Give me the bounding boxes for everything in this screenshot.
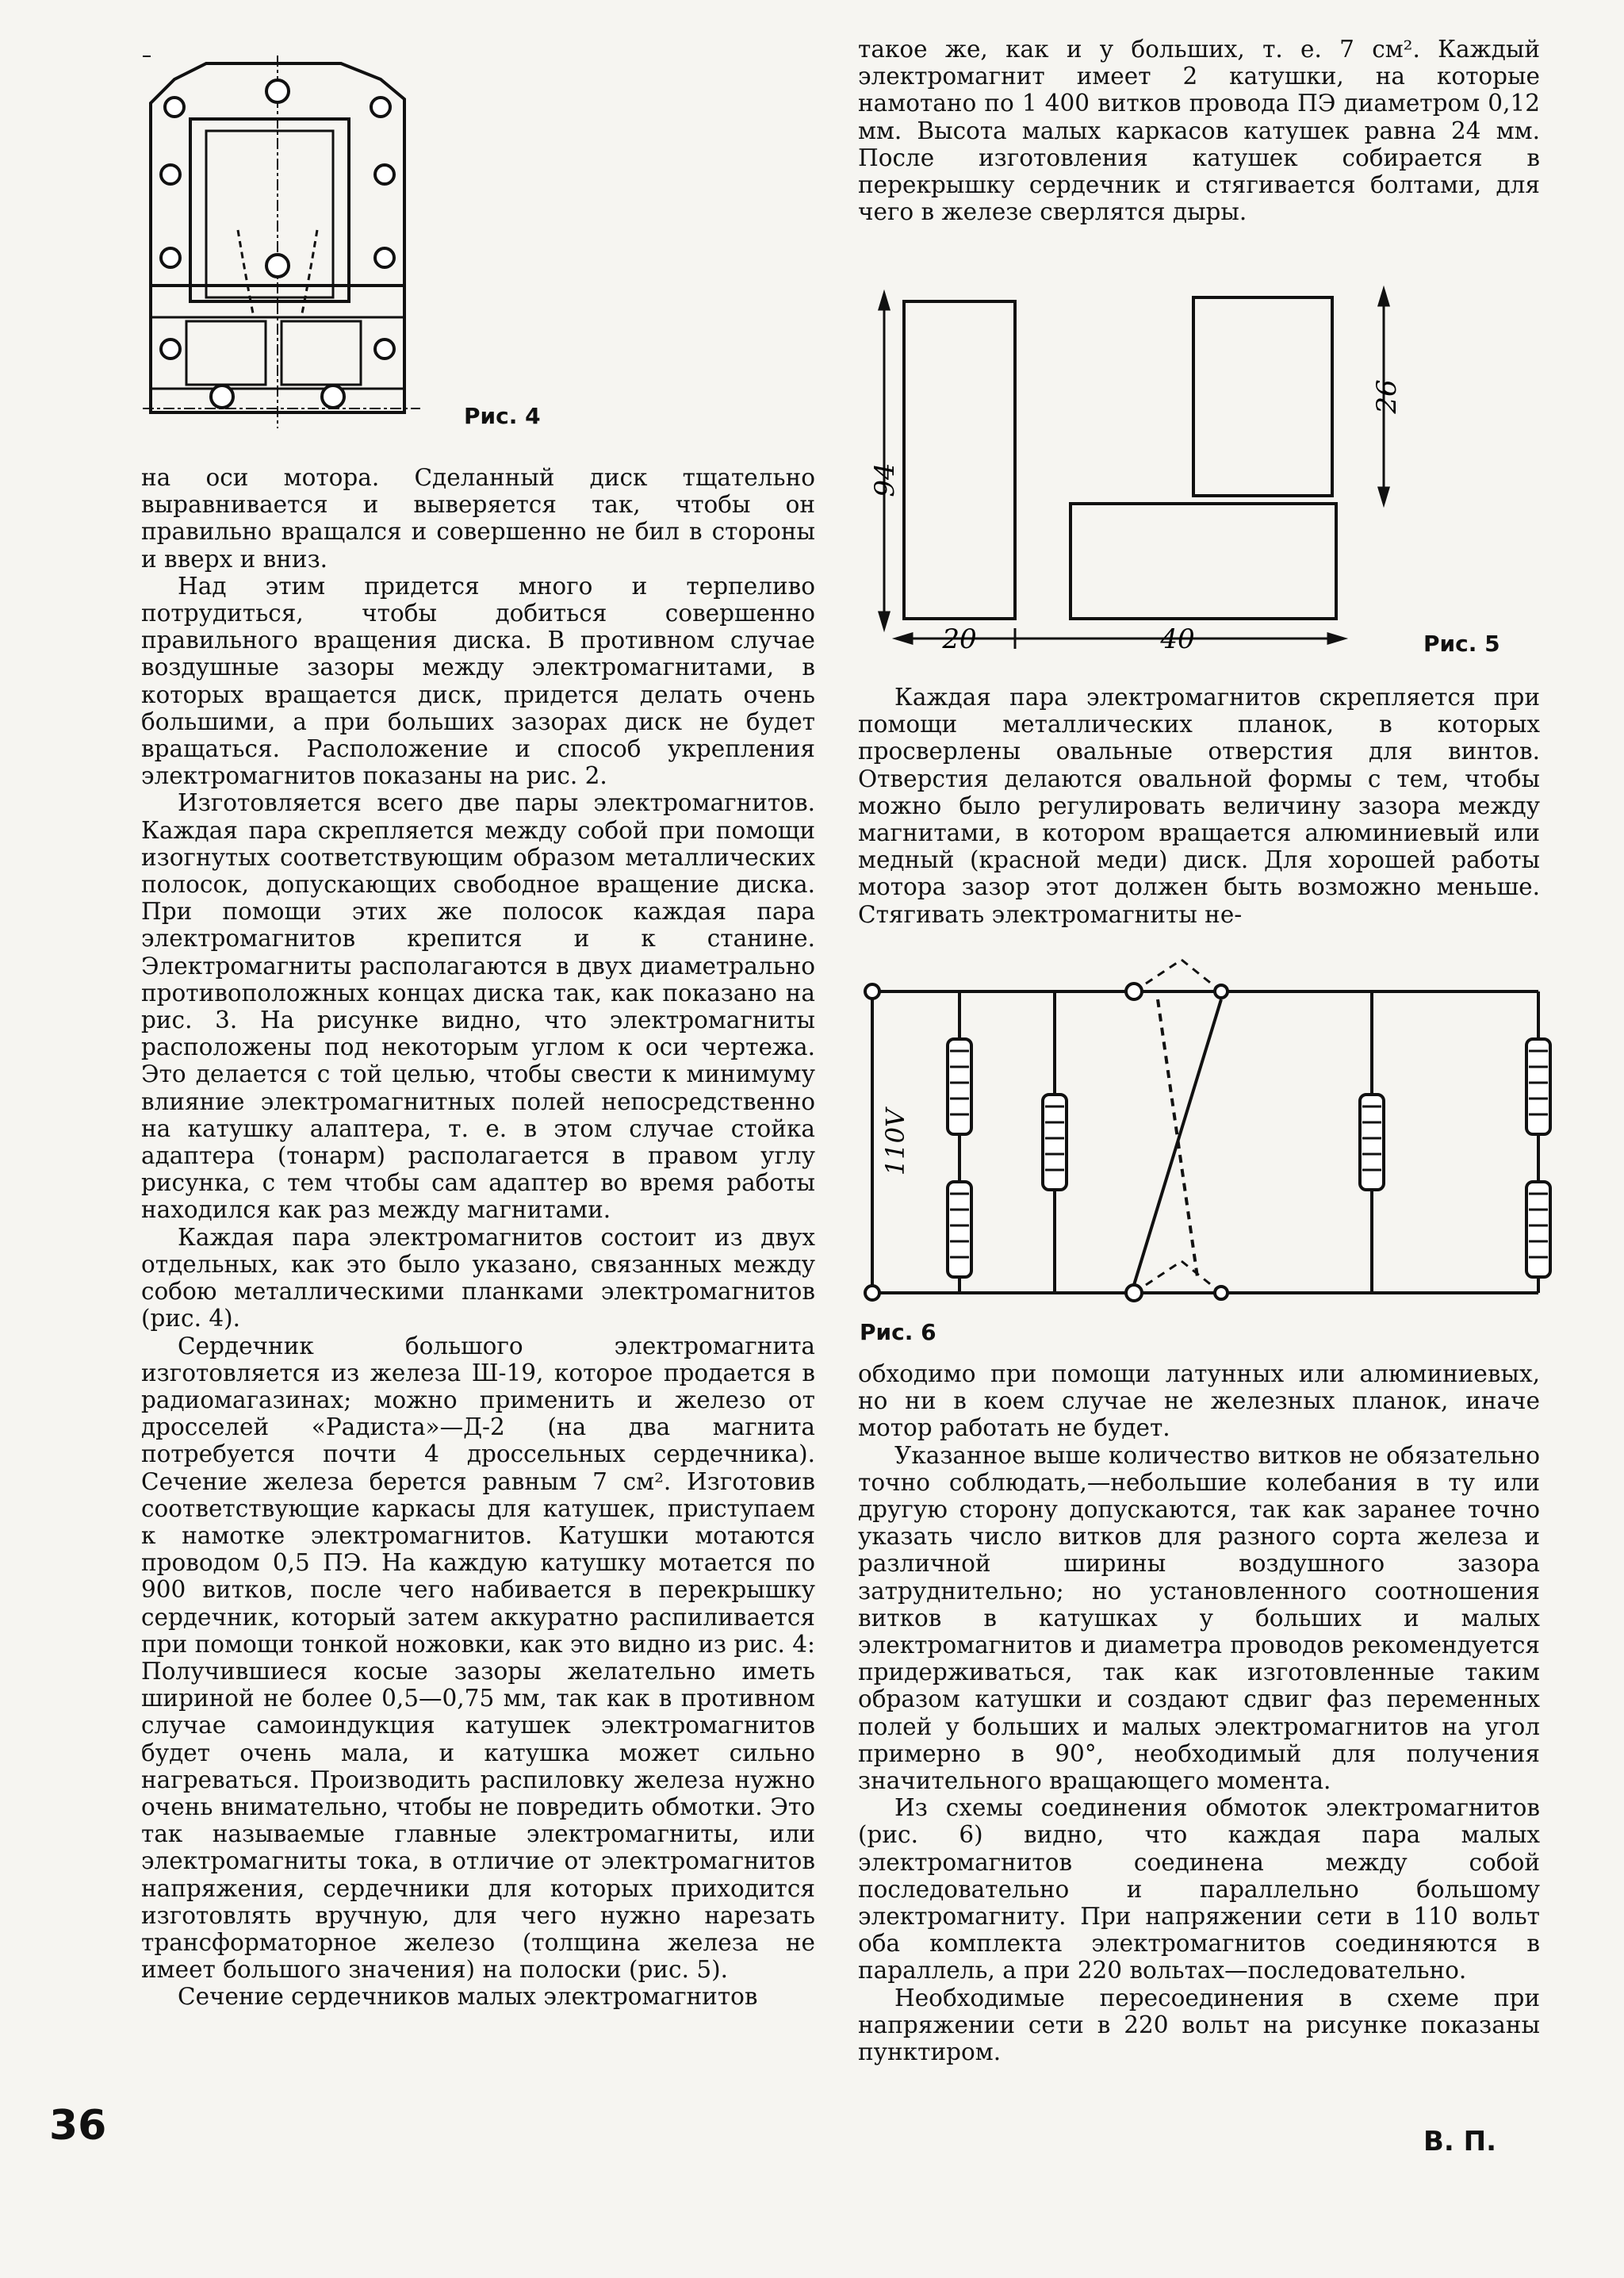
fig5-dim-40: 40 — [1160, 623, 1195, 654]
paragraph: Указанное выше количество витков не обязательно точно соблюдать,—небольшие колебания в ту или другую сторону допускаются, так как заранее точно указать число витков для разного сорта железа и различной ширины воздушного зазора затруднительно; но установленного соотношения витков в катушках у больших и малых электромагнитов и диаметра проводов рекомендуется придерживаться, так как изготовленные таким образом катушки и создают сдвиг фаз переменных полей у больших и малых электромагнитов на угол примерно в 90°, необходимый для получения значительного вращающего момента. — [858, 1441, 1540, 1795]
right-column-bottom-text — [858, 1360, 1540, 2065]
figure-4-drawing — [143, 56, 428, 428]
page-number: 36 — [49, 2102, 107, 2150]
author-signature: В. П. — [1423, 2126, 1497, 2157]
figure-6-schematic — [856, 944, 1554, 1317]
figure-6-caption: Рис. 6 — [860, 1319, 936, 1345]
paragraph: Каждая пара электромагнитов состоит из двух отдельных, как это было указано, связанных между собою металлическими планками электромагнитов (рис. 4). — [141, 1223, 815, 1333]
right-column-middle-text — [858, 684, 1540, 928]
paragraph: обходимо при помощи латунных или алюминиевых, но ни в коем случае не железных планок, иначе мотор работать не будет. — [858, 1360, 1540, 1442]
fig5-dim-20: 20 — [942, 623, 977, 654]
paragraph: Сечение сердечников малых электромагнитов — [178, 1983, 758, 2011]
paragraph: Из схемы соединения обмоток электромагнитов (рис. 6) видно, что каждая пара малых электромагнитов соединена между собой последовательно и параллельно большому электромагниту. При напряжении сети в 110 вольт оба комплекта электромагнитов соединяются в параллель, а при 220 вольтах—последовательно. — [858, 1794, 1540, 1985]
figure-5-caption: Рис. 5 — [1423, 631, 1500, 657]
paragraph: Необходимые пересоединения в схеме при напряжении сети в 220 вольт на рисунке показаны пунктиром. — [858, 1984, 1540, 2066]
paragraph: Каждая пара электромагнитов скрепляется при помощи металлических планок, в которых просверлены овальные отверстия для винтов. Отверстия делаются овальной формы с тем, чтобы можно было регулировать величину зазора между магнитами, в котором вращается алюминиевый или медный (красной меди) диск. Для хорошей работы мотора зазор этот должен быть возможно меньше. Стягивать электромагниты не- — [858, 684, 1540, 928]
figure-5-drawing — [860, 286, 1415, 654]
paragraph: Над этим придется много и терпеливо потрудиться, чтобы добиться совершенно правильного вращения диска. В противном случае воздушные зазоры между электромагнитами, в которых вращается диск, придется делать очень большими, а при больших зазорах диск не будет вращаться. Расположение и способ укрепления электромагнитов показаны на рис. 2. — [141, 572, 815, 790]
fig5-dim-94: 94 — [869, 462, 901, 497]
paragraph: Сердечник большого электромагнита изготовляется из железа Ш-19, которое продается в радиомагазинах; можно применить и железо от дросселей «Радиста»—Д-2 (на два магнита потребуется почти 4 дроссельных сердечника). Сечение железа берется равным 7 см². Изготовив соответствующие каркасы для катушек, приступаем к намотке электромагнитов. Катушки мотаются проводом 0,5 ПЭ. На каждую катушку мотается по 900 витков, после чего набивается в перекрышку сердечник, который затем аккуратно распиливается при помощи тонкой ножовки, как это видно из рис. 4: Получившиеся косые зазоры желательно иметь шириной не более 0,5—0,75 мм, так как в противном случае самоиндукция катушек электромагнитов будет очень мала, и катушка может сильно нагреваться. Производить распиловку железа нужно очень внимательно, чтобы не повредить обмотки. Это так называемые главные электромагниты, или электромагниты тока, в отличие от электромагнитов напряжения, сердечники для которых приходится изготовлять вручную, для чего нужно нарезать трансформаторное железо (толщина железа не имеет большого значения) на полоски (рис. 5). — [141, 1332, 815, 1984]
paragraph: такое же, как и у больших, т. е. 7 см². Каждый электромагнит имеет 2 катушки, на которые намотано по 1 400 витков провода ПЭ диаметром 0,12 мм. Высота малых каркасов катушек равна 24 мм. После изготовления катушек собирается в перекрышку сердечник и стягивается болтами, для чего в железе сверлятся дыры. — [858, 36, 1540, 226]
fig5-dim-26: 26 — [1371, 379, 1403, 414]
paragraph: на оси мотора. Сделанный диск тщательно выравнивается и выверяется так, чтобы он правильно вращался и совершенно не бил в стороны и вверх и вниз. — [141, 464, 815, 573]
paragraph: Изготовляется всего две пары электромагнитов. Каждая пара скрепляется между собой при помощи изогнутых соответствующим образом металлических полосок, допускающих свободное вращение диска. При помощи этих же полосок каждая пара электромагнитов крепится и к станине. Электромагниты располагаются в двух диаметрально противоположных концах диска так, как показано на рис. 3. На рисунке видно, что электромагниты расположены под некоторым углом к оси чертежа. Это делается с той целью, чтобы свести к минимуму влияние электромагнитных полей непосредственно на катушку алаптера, т. е. в этом случае стойка адаптера (тонарм) располагается в правом углу рисунка, с тем чтобы сам адаптер во время работы находился как раз между магнитами. — [141, 789, 815, 1224]
right-column-top-text — [858, 36, 1540, 225]
figure-4-caption: Рис. 4 — [464, 403, 541, 429]
left-column-text — [141, 464, 815, 2011]
fig6-label-110v: 110V — [880, 1108, 910, 1176]
